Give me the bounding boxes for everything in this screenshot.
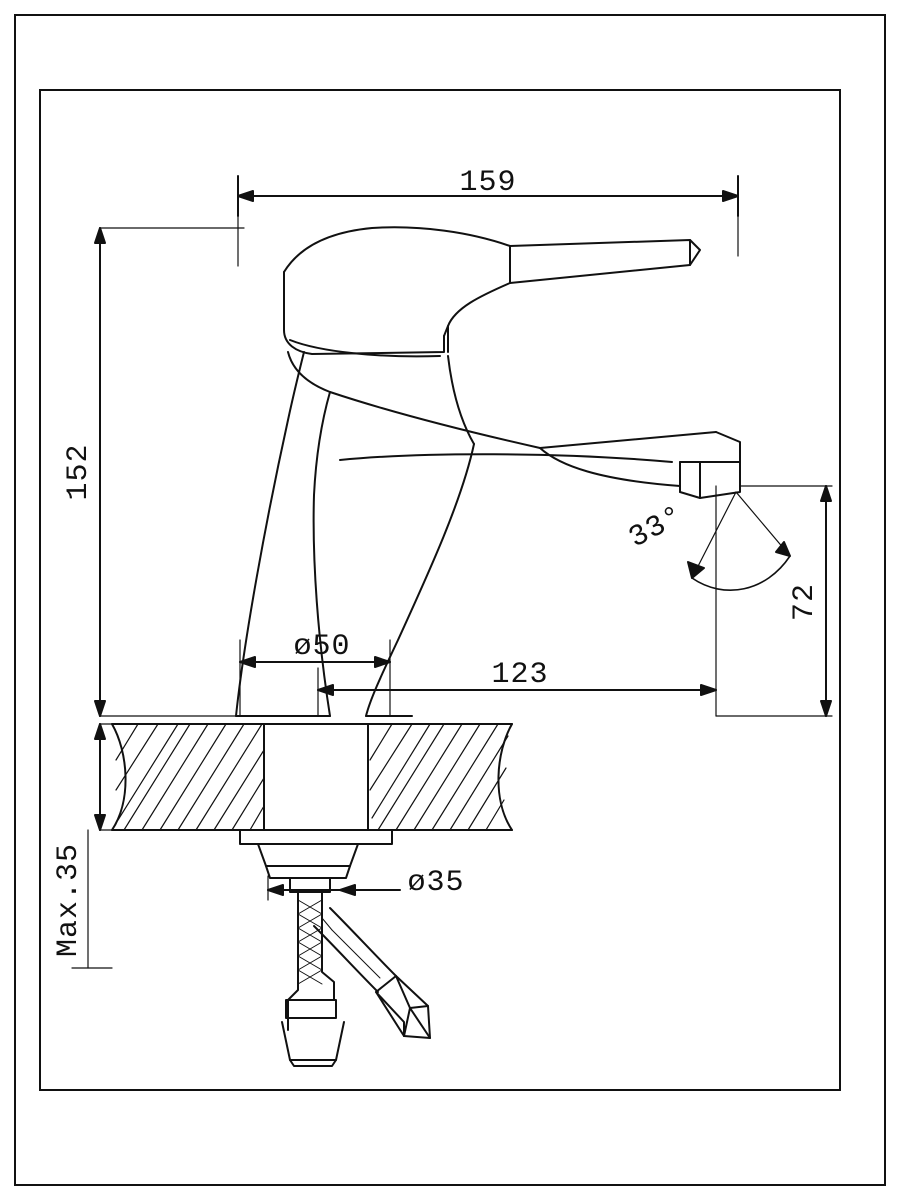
mount-washer bbox=[240, 830, 392, 844]
body-right-profile bbox=[366, 444, 474, 716]
dim-arrow-152-top bbox=[95, 228, 105, 243]
angle-leg-outlet bbox=[736, 492, 790, 556]
dim-arrow-72-top bbox=[821, 486, 831, 501]
hose-right-nut-face bbox=[404, 1006, 428, 1036]
dim-arrow-d35-left bbox=[268, 885, 283, 895]
hose-braid-texture bbox=[298, 900, 322, 984]
sheet-outer-border bbox=[15, 15, 885, 1185]
dim-arrow-123-left bbox=[318, 685, 333, 695]
mount-nut bbox=[258, 844, 358, 866]
body-top-profile bbox=[288, 352, 716, 448]
hose-right-inner bbox=[314, 926, 378, 992]
dim-label-outlet-angle: 33° bbox=[623, 499, 690, 557]
body-left-profile bbox=[314, 392, 330, 716]
dim-arrow-d35-right bbox=[340, 885, 355, 895]
dim-label-spout-height: 72 bbox=[788, 582, 822, 622]
dim-arrow-72-bottom bbox=[821, 701, 831, 716]
dim-arrow-max35-bottom bbox=[95, 815, 105, 830]
body-mid-crease bbox=[340, 454, 672, 462]
dim-arrow-152-bottom bbox=[95, 701, 105, 716]
spout-outlet-block bbox=[680, 462, 740, 498]
hose-left-collar bbox=[286, 1000, 336, 1018]
dim-label-hose-diameter: ø35 bbox=[407, 866, 465, 900]
hose-right-outer bbox=[330, 908, 396, 976]
dim-arrow-d50-right bbox=[375, 657, 390, 667]
hose-right-braid-texture bbox=[322, 918, 380, 978]
hose-left-outer bbox=[288, 892, 298, 1030]
hose-left-nut bbox=[282, 1022, 344, 1060]
lever-handle-top bbox=[284, 227, 700, 336]
body-under-spout bbox=[540, 448, 680, 486]
dim-label-base-diameter: ø50 bbox=[293, 630, 351, 664]
dim-arrow-max35-top bbox=[95, 724, 105, 739]
deck-hatching-right bbox=[370, 724, 508, 830]
mount-nut-lower bbox=[266, 866, 350, 878]
deck-hatching-left bbox=[116, 724, 264, 830]
dim-label-max-deck-thickness: Max.35 bbox=[52, 842, 86, 958]
dim-label-overall-height: 152 bbox=[62, 443, 96, 501]
dim-arrow-159-right bbox=[723, 191, 738, 201]
dim-arrow-159-left bbox=[238, 191, 253, 201]
lever-handle-body bbox=[284, 272, 444, 354]
spout-tip-top bbox=[716, 432, 740, 462]
dim-label-overall-width: 159 bbox=[459, 166, 517, 200]
dim-arrow-123-right bbox=[701, 685, 716, 695]
dim-label-spout-reach: 123 bbox=[491, 658, 549, 692]
angle-arc-33 bbox=[692, 556, 790, 590]
deck-break-left bbox=[112, 724, 126, 830]
angle-leg-vertical bbox=[692, 492, 736, 578]
